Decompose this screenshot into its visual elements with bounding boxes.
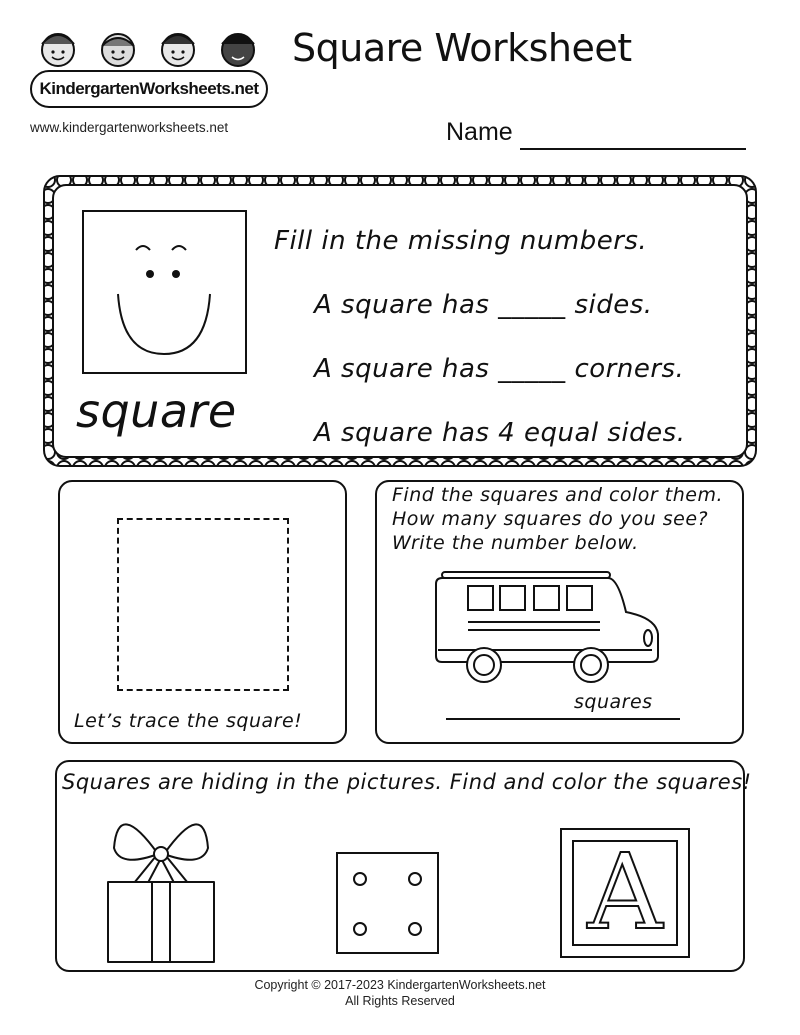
sentence-corners: A square has _____ corners.	[314, 354, 685, 384]
block-letter: A	[587, 831, 663, 953]
school-bus-icon[interactable]	[430, 566, 660, 686]
rights-text: All Rights Reserved	[345, 994, 455, 1008]
name-write-line[interactable]	[520, 148, 746, 150]
die-pip	[408, 872, 422, 886]
site-url: www.kindergartenworksheets.net	[30, 120, 229, 135]
sentence-sides: A square has _____ sides.	[314, 290, 653, 320]
smiley-face-icon	[82, 210, 247, 374]
die-pip	[408, 922, 422, 936]
answer-word: squares	[574, 691, 653, 713]
bus-instruction-2: How many squares do you see?	[392, 508, 709, 530]
fill-instruction: Fill in the missing numbers.	[274, 226, 648, 256]
copyright-text: Copyright © 2017-2023 KindergartenWorksheets.net	[254, 978, 546, 992]
bus-instruction-1: Find the squares and color them.	[392, 484, 723, 506]
die-pip	[353, 872, 367, 886]
die-pip	[353, 922, 367, 936]
letter-block-face	[572, 831, 678, 953]
dashed-trace-square[interactable]	[117, 518, 289, 691]
name-label: Name	[446, 118, 513, 146]
die-icon[interactable]	[336, 852, 439, 954]
sentence-equal-sides: A square has 4 equal sides.	[314, 418, 686, 448]
trace-caption: Let’s trace the square!	[74, 710, 303, 732]
bus-instruction-3: Write the number below.	[392, 532, 639, 554]
hiding-instruction: Squares are hiding in the pictures. Find and color the squares!	[62, 770, 752, 794]
page-title: Square Worksheet	[292, 26, 632, 70]
answer-write-line[interactable]	[446, 718, 680, 720]
gift-box-icon[interactable]	[106, 812, 216, 964]
logo: KindergartenWorksheets.net	[30, 70, 268, 108]
shape-word: square	[76, 384, 237, 438]
